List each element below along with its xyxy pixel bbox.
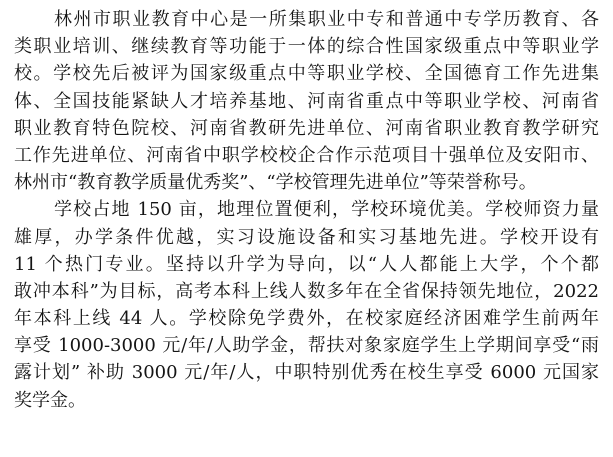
paragraph-campus (14, 196, 599, 414)
text-line: 雄厚，办学条件优越，实习设施设备和实习基地先进。学校开设有 (14, 226, 599, 248)
text-line: 工作先进单位、河南省中职学校校企合作示范项目十强单位及安阳市、 (14, 144, 599, 166)
text-line: 林州市职业教育中心是一所集职业中专和普通中专学历教育、各 (54, 9, 599, 30)
document-body (14, 6, 599, 414)
text-line: 类职业培训、继续教育等功能于一体的综合性国家级重点中等职业学 (14, 36, 599, 58)
text-line: 露计划” 补助 3000 元/年/人，中职特别优秀在校生享受 6000 元国家 (14, 362, 599, 384)
text-line: 敢冲本科”为目标，高考本科上线人数多年在全省保持领先地位，2022 (14, 280, 599, 302)
text-line: 职业教育特色院校、河南省教研先进单位、河南省职业教育教学研究 (14, 117, 599, 139)
paragraph-intro (14, 6, 599, 196)
text-line: 林州市“教育教学质量优秀奖”、“学校管理先进单位”等荣誉称号。 (14, 172, 537, 194)
text-line: 奖学金。 (14, 389, 86, 411)
text-line: 学校占地 150 亩，地理位置便利，学校环境优美。学校师资力量 (54, 199, 599, 221)
text-line: 体、全国技能紧缺人才培养基地、河南省重点中等职业学校、河南省 (14, 90, 599, 112)
text-line: 年本科上线 44 人。学校除免学费外，在校家庭经济困难学生前两年 (14, 308, 599, 330)
text-line: 校。学校先后被评为国家级重点中等职业学校、全国德育工作先进集 (14, 63, 599, 85)
text-line: 11 个热门专业。坚持以升学为导向，以“人人都能上大学，个个都 (14, 253, 599, 275)
text-line: 享受 1000-3000 元/年/人助学金，帮扶对象家庭学生上学期间享受“雨 (14, 335, 599, 357)
